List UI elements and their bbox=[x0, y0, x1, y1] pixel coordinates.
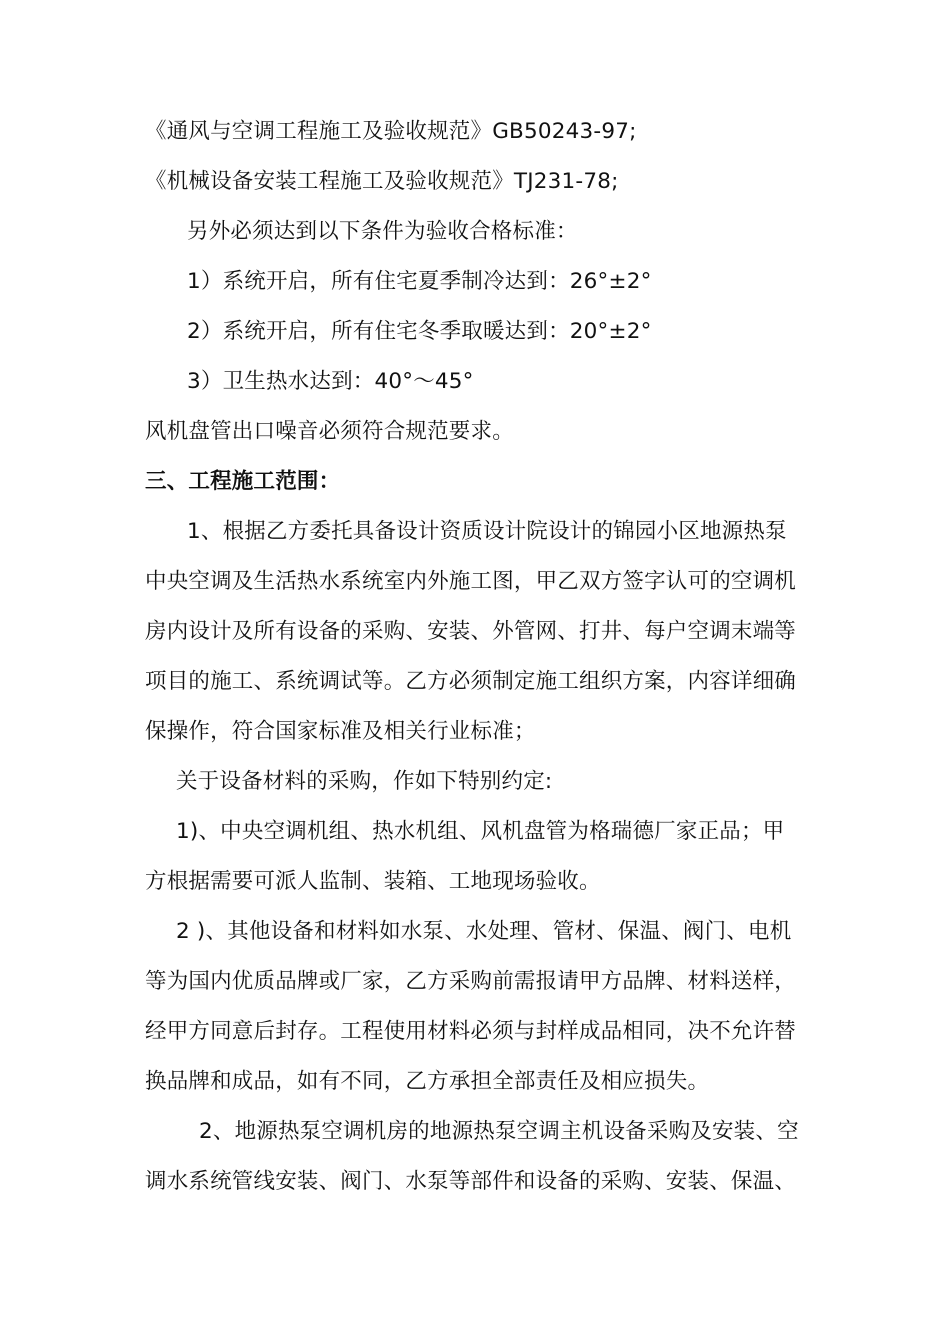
standard-ventilation: 《通风与空调工程施工及验收规范》GB50243-97; bbox=[145, 119, 637, 144]
paragraph-line: 1、根据乙方委托具备设计资质设计院设计的锦园小区地源热泵 bbox=[187, 519, 787, 544]
procurement-intro: 关于设备材料的采购，作如下特别约定: bbox=[176, 769, 553, 794]
paragraph-line: 换品牌和成品，如有不同，乙方承担全部责任及相应损失。 bbox=[145, 1069, 710, 1094]
section-heading: 三、工程施工范围： bbox=[145, 469, 341, 494]
noise-requirement: 风机盘管出口噪音必须符合规范要求。 bbox=[145, 419, 514, 444]
paragraph-line: 调水系统管线安装、阀门、水泵等部件和设备的采购、安装、保温、 bbox=[145, 1169, 797, 1194]
paragraph-line: 方根据需要可派人监制、装箱、工地现场验收。 bbox=[145, 869, 601, 894]
paragraph-line: 2、地源热泵空调机房的地源热泵空调主机设备采购及安装、空 bbox=[199, 1119, 799, 1144]
condition-cooling: 1）系统开启，所有住宅夏季制冷达到：26°±2° bbox=[187, 269, 652, 294]
paragraph-line: 保操作，符合国家标准及相关行业标准； bbox=[145, 719, 536, 744]
paragraph-line: 等为国内优质品牌或厂家，乙方采购前需报请甲方品牌、材料送样， bbox=[145, 969, 797, 994]
paragraph-line: 房内设计及所有设备的采购、安装、外管网、打井、每户空调末端等 bbox=[145, 619, 797, 644]
condition-hot-water: 3）卫生热水达到：40°～45° bbox=[187, 369, 474, 394]
paragraph-line: 2 )、其他设备和材料如水泵、水处理、管材、保温、阀门、电机 bbox=[176, 919, 792, 944]
paragraph-line: 经甲方同意后封存。工程使用材料必须与封样成品相同，决不允许替 bbox=[145, 1019, 797, 1044]
paragraph-line: 1)、中央空调机组、热水机组、风机盘管为格瑞德厂家正品；甲 bbox=[176, 819, 785, 844]
paragraph-line: 中央空调及生活热水系统室内外施工图，甲乙双方签字认可的空调机 bbox=[145, 569, 797, 594]
paragraph-line: 项目的施工、系统调试等。乙方必须制定施工组织方案，内容详细确 bbox=[145, 669, 797, 694]
condition-heating: 2）系统开启，所有住宅冬季取暖达到：20°±2° bbox=[187, 319, 652, 344]
standard-machinery: 《机械设备安装工程施工及验收规范》TJ231-78; bbox=[145, 169, 619, 194]
acceptance-intro: 另外必须达到以下条件为验收合格标准： bbox=[187, 219, 578, 244]
